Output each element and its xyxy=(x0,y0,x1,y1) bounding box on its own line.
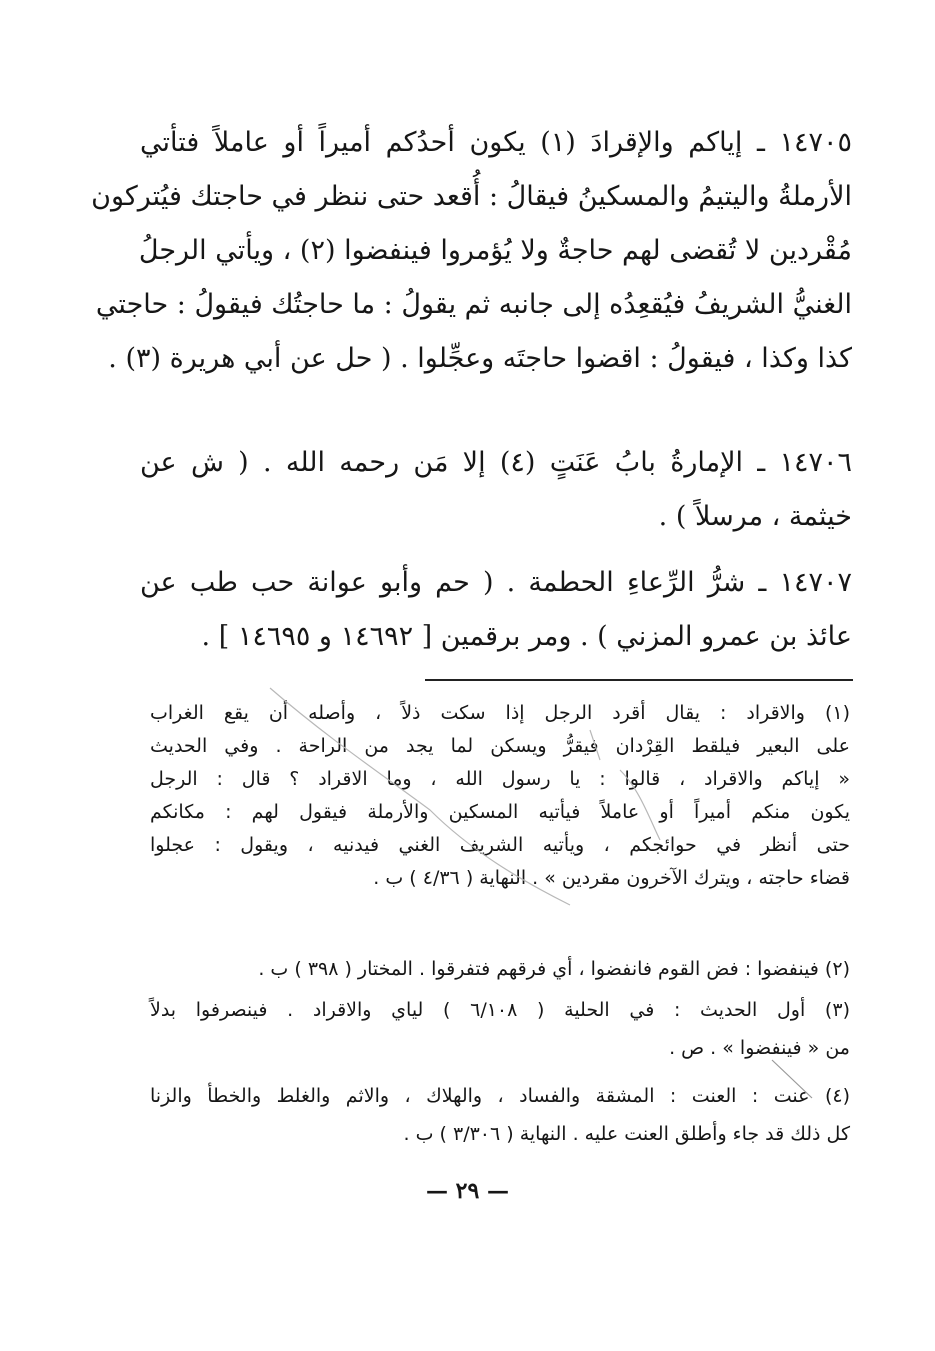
footnote-line: يكون منكم أميراً أو عاملاً فيأتيه المسكين والأرملة فيقول لهم : مكانكم xyxy=(150,801,850,823)
page-number: — ٢٩ — xyxy=(426,1178,509,1204)
hadith-line: خيثمة ، مرسلاً ) . xyxy=(658,501,852,532)
footnote-separator xyxy=(425,679,853,681)
footnote-2 xyxy=(150,956,850,982)
hadith-line: عائذ بن عمرو المزني ) . ومر برقمين [ ١٤٦٩٢ و ١٤٦٩٥ ] . xyxy=(201,621,852,652)
hadith-line: ١٤٧٠٦ ـ الإمارةُ بابُ عَنَتٍ (٤) إلا مَن رحمه الله . ( ش عن xyxy=(140,447,852,478)
footnote-line: (٣) أول الحديث : في الحلية ( ٦/١٠٨ ) لياي والاقراد . فينصرفوا بدلاً xyxy=(150,999,850,1021)
footnote-line: قضاء حاجته ، ويترك الآخرون مقردين » . النهاية ( ٤/٣٦ ) ب . xyxy=(373,867,850,889)
footnote-3 xyxy=(150,997,850,1061)
footnote-line: حتى أنظر في حوائجكم ، ويأتيه الشريف الغني فيدنيه ، ويقول : عجلوا xyxy=(150,834,850,856)
footnote-line: (١) والاقراد : يقال أقرد الرجل إذا سكت ذلاً ، وأصله أن يقع الغراب xyxy=(150,702,850,724)
footnote-line: من « فينفضوا » . ص . xyxy=(669,1037,850,1059)
footnote-4 xyxy=(150,1083,850,1147)
footnote-1 xyxy=(150,700,850,891)
hadith-line: الغنيُّ الشريفُ فيُقعِدُه إلى جانبه ثم يقولُ : ما حاجتُك فيقولُ : حاجتي xyxy=(95,289,852,320)
hadith-14706 xyxy=(140,446,852,534)
hadith-line: مُقْردين لا تُقضى لهم حاجةٌ ولا يُؤمروا فينفضوا (٢) ، ويأتي الرجلُ xyxy=(138,235,852,266)
footnote-line: (٢) فينفضوا : فض القوم فانفضوا ، أي فرقهم فتفرقوا . المختار ( ٣٩٨ ) ب . xyxy=(258,958,850,980)
footnote-line: على البعير فيلقط القِرْدان فيقرُّ ويسكن لما يجد من الراحة . وفي الحديث xyxy=(150,735,850,757)
hadith-line: كذا وكذا ، فيقولُ : اقضوا حاجتَه وعجِّلوا . ( حل عن أبي هريرة (٣) . xyxy=(108,343,852,374)
hadith-14707 xyxy=(140,566,852,654)
hadith-line: ١٤٧٠٥ ـ إياكم والإقرادَ (١) يكون أحدُكم أميراً أو عاملاً فتأتي xyxy=(140,127,852,158)
hadith-line: الأرملةُ واليتيمُ والمسكينُ فيقالُ : أُقعد حتى ننظر في حاجتك فيُتركون xyxy=(91,181,852,212)
footnote-line: « إياكم والاقراد ، قالوا : يا رسول الله ، وما الاقراد ؟ قال : الرجل xyxy=(150,768,850,790)
hadith-line: ١٤٧٠٧ ـ شرُّ الرِّعاءِ الحطمة . ( حم وأبو عوانة حب طب عن xyxy=(140,567,852,598)
hadith-14705 xyxy=(91,126,852,376)
footnote-line: كل ذلك قد جاء وأطلق العنت عليه . النهاية ( ٣/٣٠٦ ) ب . xyxy=(403,1123,850,1145)
footnote-line: (٤) عنت : العنت : المشقة والفساد ، والهلاك ، والاثم والغلط والخطأ والزنا xyxy=(150,1085,850,1107)
